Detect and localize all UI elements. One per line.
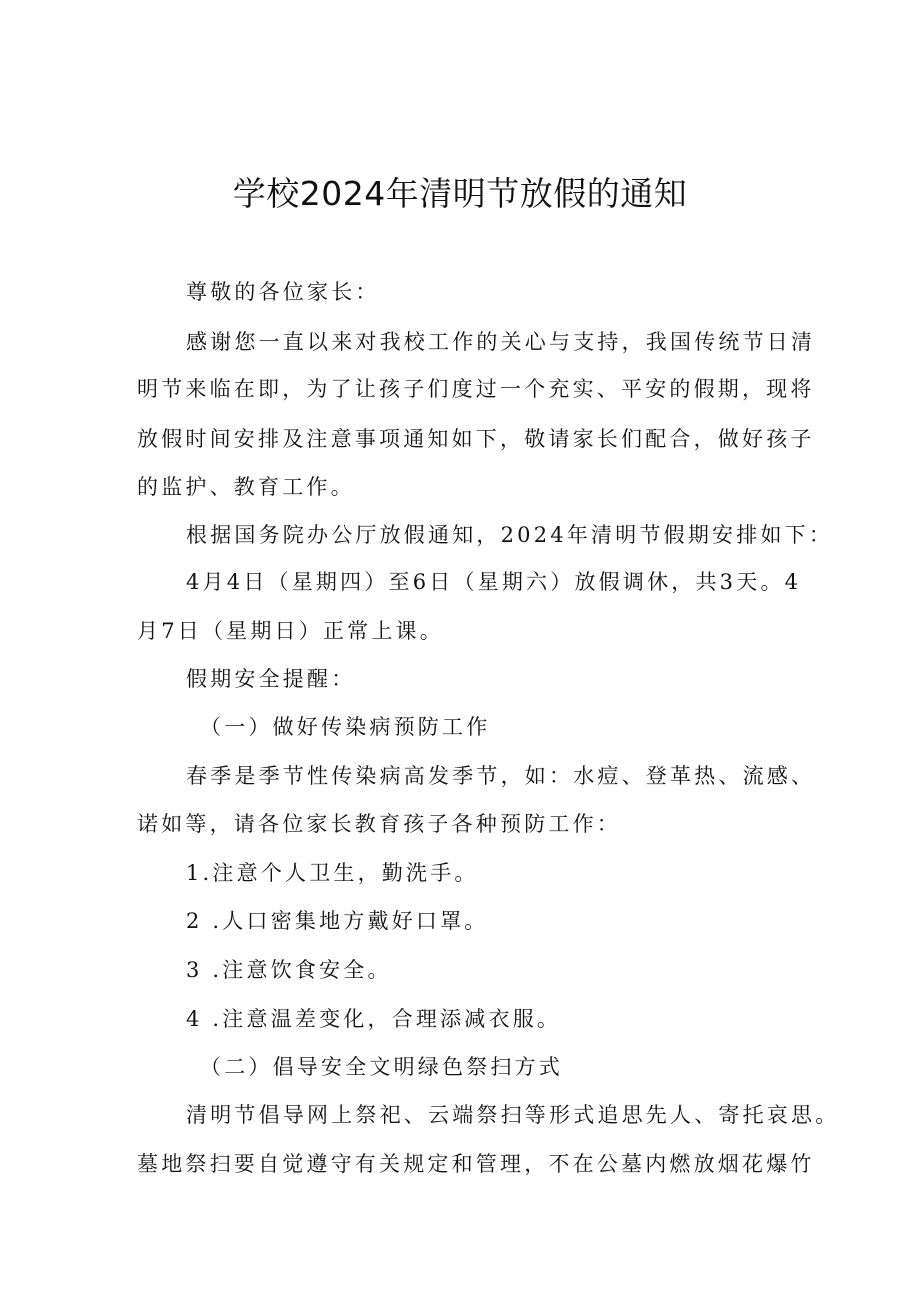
paragraph-line: 墓地祭扫要自觉遵守有关规定和管理，不在公墓内燃放烟花爆竹: [137, 1152, 815, 1176]
salutation: 尊敬的各位家长：: [186, 280, 380, 304]
paragraph-line: 放假时间安排及注意事项通知如下，敬请家长们配合，做好孩子: [137, 427, 815, 451]
list-item: 4 .注意温差变化，合理添减衣服。: [186, 1007, 562, 1031]
list-item: 3 .注意饮食安全。: [186, 958, 392, 982]
list-item: 2 .人口密集地方戴好口罩。: [186, 909, 489, 933]
paragraph-line: 感谢您一直以来对我校工作的关心与支持，我国传统节日清: [186, 330, 816, 354]
list-item: 1.注意个人卫生，勤洗手。: [186, 861, 479, 885]
paragraph-line: 月7日（星期日）正常上课。: [137, 619, 444, 643]
paragraph-line: 清明节倡导网上祭祀、云端祭扫等形式追思先人、寄托哀思。: [186, 1103, 840, 1127]
subsection-heading: （二）倡导安全文明绿色祭扫方式: [200, 1055, 563, 1079]
paragraph-line: 春季是季节性传染病高发季节，如：水痘、登革热、流感、: [186, 764, 816, 788]
section-heading: 假期安全提醒：: [186, 667, 356, 691]
document-title: 学校2024年清明节放假的通知: [232, 174, 688, 213]
paragraph-line: 诺如等，请各位家长教育孩子各种预防工作：: [137, 812, 621, 836]
paragraph-line: 的监护、教育工作。: [137, 475, 355, 499]
paragraph-line: 根据国务院办公厅放假通知，2024年清明节假期安排如下：: [186, 523, 834, 547]
paragraph-line: 明节来临在即，为了让孩子们度过一个充实、平安的假期，现将: [137, 377, 815, 401]
paragraph-line: 4月4日（星期四）至6日（星期六）放假调休，共3天。4: [186, 570, 802, 594]
subsection-heading: （一）做好传染病预防工作: [200, 715, 491, 739]
